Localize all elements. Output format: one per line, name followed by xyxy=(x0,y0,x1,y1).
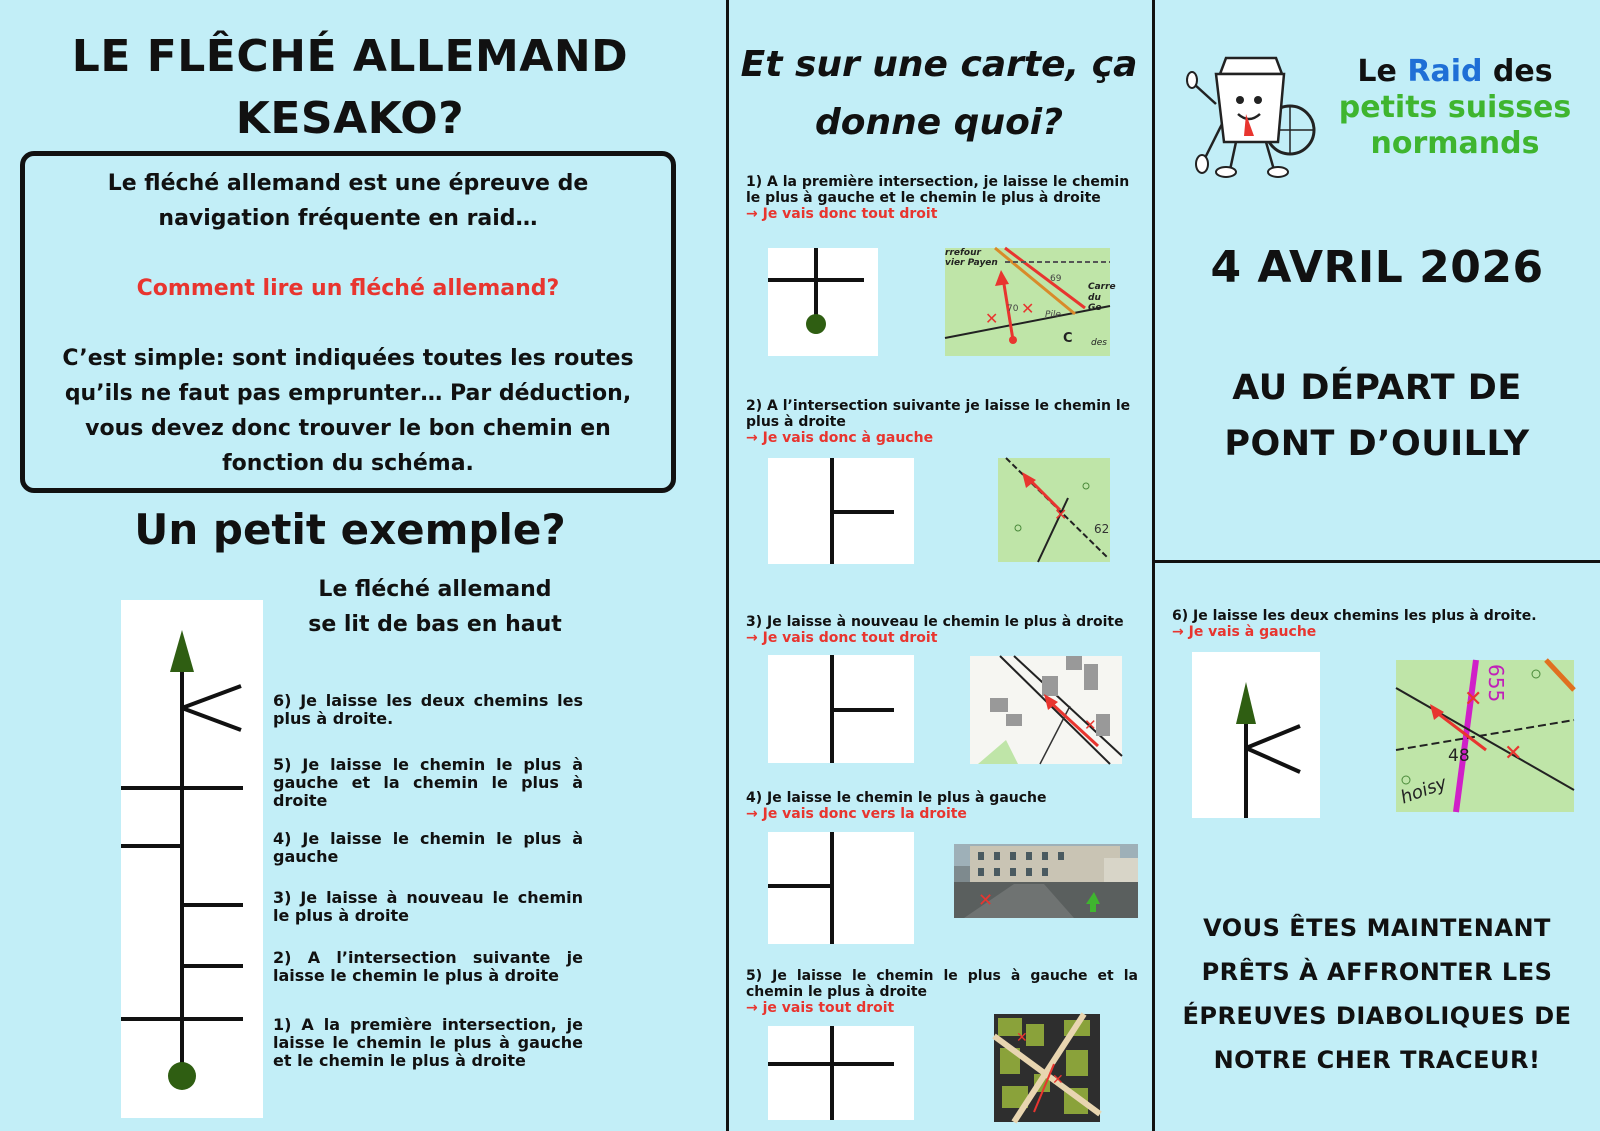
read-hint-line2: se lit de bas en haut xyxy=(308,612,562,637)
logo-le: Le xyxy=(1357,54,1408,89)
map-step-4-text: 4) Je laisse le chemin le plus à gauche xyxy=(746,790,1047,806)
map-step-4-diagram xyxy=(768,832,914,944)
map-section-title-line1: Et sur une carte, ça xyxy=(740,44,1138,85)
map-step-5-text: 5) Je laisse le chemin le plus à gauche et la chemin le plus à droite xyxy=(746,968,1138,1000)
explanation-text: C’est simple: sont indiquées toutes les routes qu’ils ne faut pas emprunter… Par déduction, vous devez donc trouver le bon chemin en fonction du schéma. xyxy=(62,346,634,476)
example-title: Un petit exemple? xyxy=(134,505,566,554)
map-step-4-result: → Je vais donc vers la droite xyxy=(746,806,967,822)
map-step-2 xyxy=(746,398,1138,446)
example-step-3: 3) Je laisse à nouveau le chemin le plus à droite xyxy=(273,888,583,925)
raid-logo xyxy=(1326,54,1584,162)
main-title-line2: KESAKO? xyxy=(235,93,465,144)
map-label-duge: du Ge xyxy=(1088,293,1102,313)
right-section-divider xyxy=(1152,560,1600,563)
svg-text:✕: ✕ xyxy=(978,890,994,911)
read-hint-line1: Le fléché allemand xyxy=(318,577,552,602)
map-step-1 xyxy=(746,174,1138,222)
closing-line4: NOTRE CHER TRACEUR! xyxy=(1213,1046,1541,1074)
map-step-4-photo xyxy=(954,844,1138,918)
svg-text:✕: ✕ xyxy=(985,309,999,328)
main-title xyxy=(20,26,680,150)
map-step-1-map xyxy=(945,248,1116,356)
map-step-5-diagram xyxy=(768,1026,914,1120)
svg-text:✕: ✕ xyxy=(1054,505,1068,524)
closing-message xyxy=(1158,906,1596,1082)
departure-line1: AU DÉPART DE xyxy=(1232,368,1522,408)
question-text: Comment lire un fléché allemand? xyxy=(136,276,560,301)
example-diagram xyxy=(121,600,263,1118)
logo-raid: Raid xyxy=(1407,54,1483,89)
map-label-pile: Pile xyxy=(1045,310,1061,320)
logo-normands: normands xyxy=(1370,126,1540,161)
svg-text:✕: ✕ xyxy=(1084,716,1097,734)
map-label-655: 655 xyxy=(1484,664,1508,703)
map-section-title xyxy=(732,36,1146,152)
right-step-6 xyxy=(1172,608,1592,640)
example-step-1: 1) A la première intersection, je laisse le chemin le plus à gauche et le chemin le plus à droite xyxy=(273,1015,583,1070)
mascot-illustration xyxy=(1186,44,1316,182)
map-label-69: 69 xyxy=(1050,274,1062,284)
map-label-carre: Carre xyxy=(1088,282,1116,292)
svg-text:✕: ✕ xyxy=(1052,1072,1064,1088)
map-label-62: 62 xyxy=(1094,522,1110,536)
map-label-choisy: hoisy xyxy=(1397,772,1450,809)
map-step-3 xyxy=(746,614,1138,646)
example-step-2: 2) A l’intersection suivante je laisse le chemin le plus à droite xyxy=(273,948,583,985)
map-step-3-result: → Je vais donc tout droit xyxy=(746,630,938,646)
map-label-des: des xyxy=(1091,338,1107,348)
closing-line3: ÉPREUVES DIABOLIQUES DE xyxy=(1182,1002,1572,1030)
logo-petits-suisses: petits suisses xyxy=(1338,90,1572,125)
example-step-6: 6) Je laisse les deux chemins les plus à droite. xyxy=(273,691,583,728)
event-date: 4 AVRIL 2026 xyxy=(1210,242,1544,293)
svg-text:✕: ✕ xyxy=(1464,687,1483,712)
closing-line1: VOUS ÊTES MAINTENANT xyxy=(1203,914,1551,942)
main-title-line1: LE FLÊCHÉ ALLEMAND xyxy=(71,31,629,82)
map-section-title-line2: donne quoi? xyxy=(814,102,1064,143)
map-step-5-result: → je vais tout droit xyxy=(746,1000,895,1016)
example-step-5: 5) Je laisse le chemin le plus à gauche et la chemin le plus à droite xyxy=(273,755,583,810)
right-step-6-map xyxy=(1396,660,1574,812)
map-step-2-result: → Je vais donc à gauche xyxy=(746,430,934,446)
map-step-1-result: → Je vais donc tout droit xyxy=(746,206,938,222)
map-label-payen: vier Payen xyxy=(945,258,998,268)
map-step-2-diagram xyxy=(768,458,914,564)
intro-text: Le fléché allemand est une épreuve de navigation fréquente en raid… xyxy=(107,171,589,231)
svg-text:✕: ✕ xyxy=(1016,1030,1028,1046)
read-hint xyxy=(290,572,580,642)
map-label-70: 70 xyxy=(1007,304,1019,314)
map-step-3-text: 3) Je laisse à nouveau le chemin le plus à droite xyxy=(746,614,1124,630)
right-step-6-diagram xyxy=(1192,652,1320,818)
map-label-48: 48 xyxy=(1448,746,1470,766)
map-step-3-map xyxy=(970,656,1122,764)
column-divider-right xyxy=(1152,0,1155,1131)
intro-box xyxy=(20,151,676,493)
departure-info xyxy=(1158,360,1596,472)
map-step-4 xyxy=(746,790,1138,822)
svg-text:✕: ✕ xyxy=(1021,299,1035,318)
logo-des: des xyxy=(1482,54,1553,89)
map-step-5-map xyxy=(994,1014,1100,1122)
right-step-6-result: → Je vais à gauche xyxy=(1172,624,1317,640)
right-step-6-text: 6) Je laisse les deux chemins les plus à droite. xyxy=(1172,608,1537,624)
map-step-2-map xyxy=(998,458,1110,562)
closing-line2: PRÊTS À AFFRONTER LES xyxy=(1201,958,1553,986)
departure-line2: PONT D’OUILLY xyxy=(1224,424,1530,464)
map-step-1-diagram xyxy=(768,248,878,356)
map-step-5 xyxy=(746,968,1138,1016)
map-step-3-diagram xyxy=(768,655,914,763)
svg-text:C: C xyxy=(1063,331,1073,346)
map-label-carrefour: rrefour xyxy=(945,248,981,258)
column-divider-left xyxy=(726,0,729,1131)
map-step-2-text: 2) A l’intersection suivante je laisse le chemin le plus à droite xyxy=(746,398,1131,430)
example-step-4: 4) Je laisse le chemin le plus à gauche xyxy=(273,829,583,866)
map-step-1-text: 1) A la première intersection, je laisse le chemin le plus à gauche et le chemin le plus à droite xyxy=(746,174,1130,206)
svg-text:✕: ✕ xyxy=(1504,741,1523,766)
